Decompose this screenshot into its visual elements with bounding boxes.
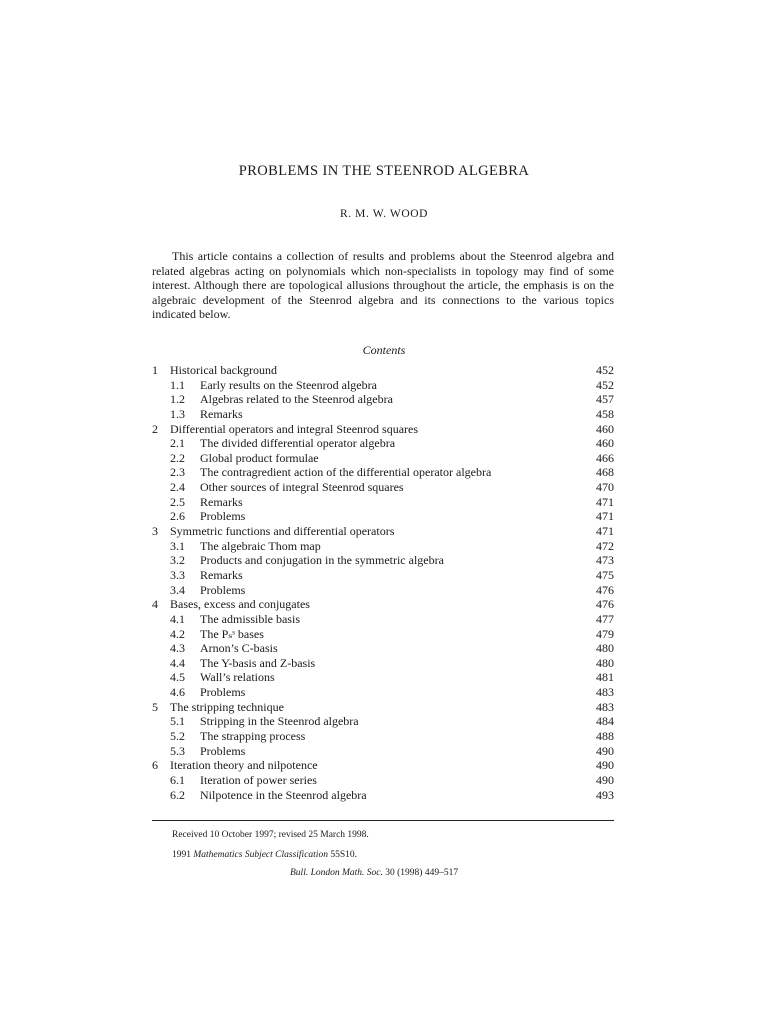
toc-section — [152, 758, 614, 773]
toc-section — [152, 524, 614, 539]
toc-subsection — [152, 568, 614, 583]
toc-page-number: 476 — [596, 597, 614, 612]
paper-author: R. M. W. WOOD — [339, 208, 429, 220]
toc-number: 5.3 — [170, 743, 185, 758]
toc-subsection — [152, 553, 614, 568]
toc-subsection — [152, 407, 614, 422]
toc-number: 2.1 — [170, 436, 185, 451]
toc-number: 6.1 — [170, 772, 185, 787]
toc-title: Products and conjugation in the symmetric algebra — [200, 553, 444, 568]
toc-page-number: 480 — [596, 641, 614, 656]
toc-title: Historical background — [170, 363, 277, 377]
toc-number: 1 — [152, 363, 158, 377]
toc-title: Problems — [200, 582, 246, 597]
toc-number: 2.6 — [170, 509, 185, 524]
toc-subsection — [152, 465, 614, 480]
toc-number: 4.3 — [170, 641, 185, 656]
toc-page-number: 488 — [596, 729, 614, 744]
toc-subsection — [152, 583, 614, 598]
toc-page-number: 490 — [596, 758, 614, 773]
msc-code: 55S10. — [330, 850, 357, 860]
toc-title: Remarks — [200, 406, 243, 421]
toc-title: Differential operators and integral Steenrod squares — [170, 421, 419, 436]
toc-number: 4.4 — [170, 655, 185, 670]
toc-subsection — [152, 436, 614, 451]
toc-subsection — [152, 670, 614, 685]
msc-label: Mathematics Subject Classification — [193, 850, 328, 860]
toc-page-number: 473 — [596, 553, 614, 568]
toc-number: 4.2 — [170, 626, 185, 641]
toc-number: 4.5 — [170, 670, 185, 685]
footnote-divider — [152, 820, 614, 821]
paper-title: PROBLEMS IN THE STEENROD ALGEBRA — [238, 163, 530, 179]
toc-title: The Pₛˢ bases — [200, 626, 264, 641]
toc-title: Iteration of power series — [200, 772, 317, 787]
toc-page-number: 468 — [596, 465, 614, 480]
toc-title: Arnon’s C-basis — [200, 641, 278, 656]
toc-page-number: 490 — [596, 743, 614, 758]
toc-title: Symmetric functions and differential operators — [170, 524, 395, 539]
toc-title: The Y-basis and Z-basis — [200, 655, 316, 670]
toc-subsection — [152, 392, 614, 407]
toc-number: 3.2 — [170, 553, 185, 568]
toc-subsection — [152, 378, 614, 393]
toc-number: 3.4 — [170, 582, 185, 597]
toc-title: The divided differential operator algebra — [200, 436, 396, 451]
toc-title: Problems — [200, 743, 246, 758]
toc-section — [152, 422, 614, 437]
toc-title: Early results on the Steenrod algebra — [200, 377, 377, 392]
toc-page-number: 490 — [596, 772, 614, 787]
toc-page-number: 471 — [596, 494, 614, 509]
toc-title: Other sources of integral Steenrod squares — [200, 480, 404, 495]
toc-number: 1.1 — [170, 377, 185, 392]
toc-title: The algebraic Thom map — [200, 538, 321, 553]
toc-title: Problems — [200, 509, 246, 524]
toc-subsection — [152, 539, 614, 554]
toc-page-number: 472 — [596, 538, 614, 553]
journal-name: Bull. London Math. Soc. — [290, 868, 383, 878]
toc-title: The stripping technique — [170, 699, 284, 714]
toc-subsection — [152, 788, 614, 803]
msc-year: 1991 — [172, 850, 191, 860]
toc-number: 3 — [152, 524, 158, 539]
toc-number: 2.2 — [170, 450, 185, 465]
toc-number: 3.1 — [170, 538, 185, 553]
toc-subsection — [152, 685, 614, 700]
toc-page-number: 452 — [596, 377, 614, 392]
toc-title: Wall’s relations — [200, 670, 275, 685]
toc-page-number: 483 — [596, 699, 614, 714]
toc-title: Remarks — [200, 567, 243, 582]
toc-number: 5.1 — [170, 714, 185, 729]
toc-section — [152, 363, 614, 378]
toc-title: Algebras related to the Steenrod algebra — [200, 392, 393, 407]
toc-number: 4.1 — [170, 611, 185, 626]
toc-subsection — [152, 744, 614, 759]
toc-page-number: 480 — [596, 655, 614, 670]
toc-number: 6 — [152, 758, 158, 773]
toc-number: 3.3 — [170, 567, 185, 582]
toc-subsection — [152, 509, 614, 524]
toc-page-number: 457 — [596, 392, 614, 407]
contents-heading: Contents — [362, 343, 406, 357]
toc-subsection — [152, 612, 614, 627]
toc-number: 5 — [152, 699, 158, 714]
toc-page-number: 493 — [596, 787, 614, 802]
toc-page-number: 471 — [596, 509, 614, 524]
toc-subsection — [152, 773, 614, 788]
toc-title: Nilpotence in the Steenrod algebra — [200, 787, 367, 802]
toc-title: Bases, excess and conjugates — [170, 597, 310, 612]
toc-number: 1.2 — [170, 392, 185, 407]
toc-page-number: 452 — [596, 363, 614, 377]
toc-page-number: 479 — [596, 626, 614, 641]
journal-volume: 30 (1998) 449–517 — [385, 868, 459, 878]
toc-subsection — [152, 729, 614, 744]
table-of-contents — [152, 363, 614, 802]
toc-page-number: 466 — [596, 450, 614, 465]
toc-subsection — [152, 451, 614, 466]
toc-page-number: 460 — [596, 436, 614, 451]
toc-page-number: 481 — [596, 670, 614, 685]
toc-number: 2.5 — [170, 494, 185, 509]
toc-title: Global product formulae — [200, 450, 319, 465]
toc-page-number: 483 — [596, 685, 614, 700]
toc-title: Remarks — [200, 494, 243, 509]
toc-title: The strapping process — [200, 729, 306, 744]
received-note: Received 10 October 1997; revised 25 March 1998. — [172, 830, 369, 840]
toc-title: Iteration theory and nilpotence — [170, 758, 318, 773]
toc-number: 5.2 — [170, 729, 185, 744]
toc-number: 6.2 — [170, 787, 185, 802]
toc-page-number: 458 — [596, 406, 614, 421]
toc-page-number: 475 — [596, 567, 614, 582]
toc-number: 2 — [152, 421, 158, 436]
toc-page-number: 484 — [596, 714, 614, 729]
toc-page-number: 471 — [596, 524, 614, 539]
journal-citation — [290, 868, 458, 878]
toc-section — [152, 597, 614, 612]
toc-page-number: 476 — [596, 582, 614, 597]
abstract: This article contains a collection of results and problems about the Steenrod algebra and related algebras acting on polynomials which non-specialists in topology may find of some interest. Although there are topological allusions throughout the article, the emphasis is on the algebraic development of the Steenrod algebra and its connections to the various topics indicated below. — [152, 249, 614, 322]
toc-title: The admissible basis — [200, 611, 300, 626]
toc-page-number: 477 — [596, 611, 614, 626]
toc-section — [152, 700, 614, 715]
toc-page-number: 470 — [596, 480, 614, 495]
toc-number: 1.3 — [170, 406, 185, 421]
toc-number: 4 — [152, 597, 158, 612]
toc-subsection — [152, 714, 614, 729]
toc-subsection — [152, 495, 614, 510]
msc-note — [172, 850, 357, 860]
toc-page-number: 460 — [596, 421, 614, 436]
toc-subsection — [152, 627, 614, 642]
toc-title: Problems — [200, 685, 246, 700]
toc-number: 2.3 — [170, 465, 185, 480]
toc-subsection — [152, 480, 614, 495]
toc-title: The contragredient action of the differential operator algebra — [200, 465, 492, 480]
toc-number: 2.4 — [170, 480, 185, 495]
toc-number: 4.6 — [170, 685, 185, 700]
toc-subsection — [152, 656, 614, 671]
toc-subsection — [152, 641, 614, 656]
toc-title: Stripping in the Steenrod algebra — [200, 714, 359, 729]
